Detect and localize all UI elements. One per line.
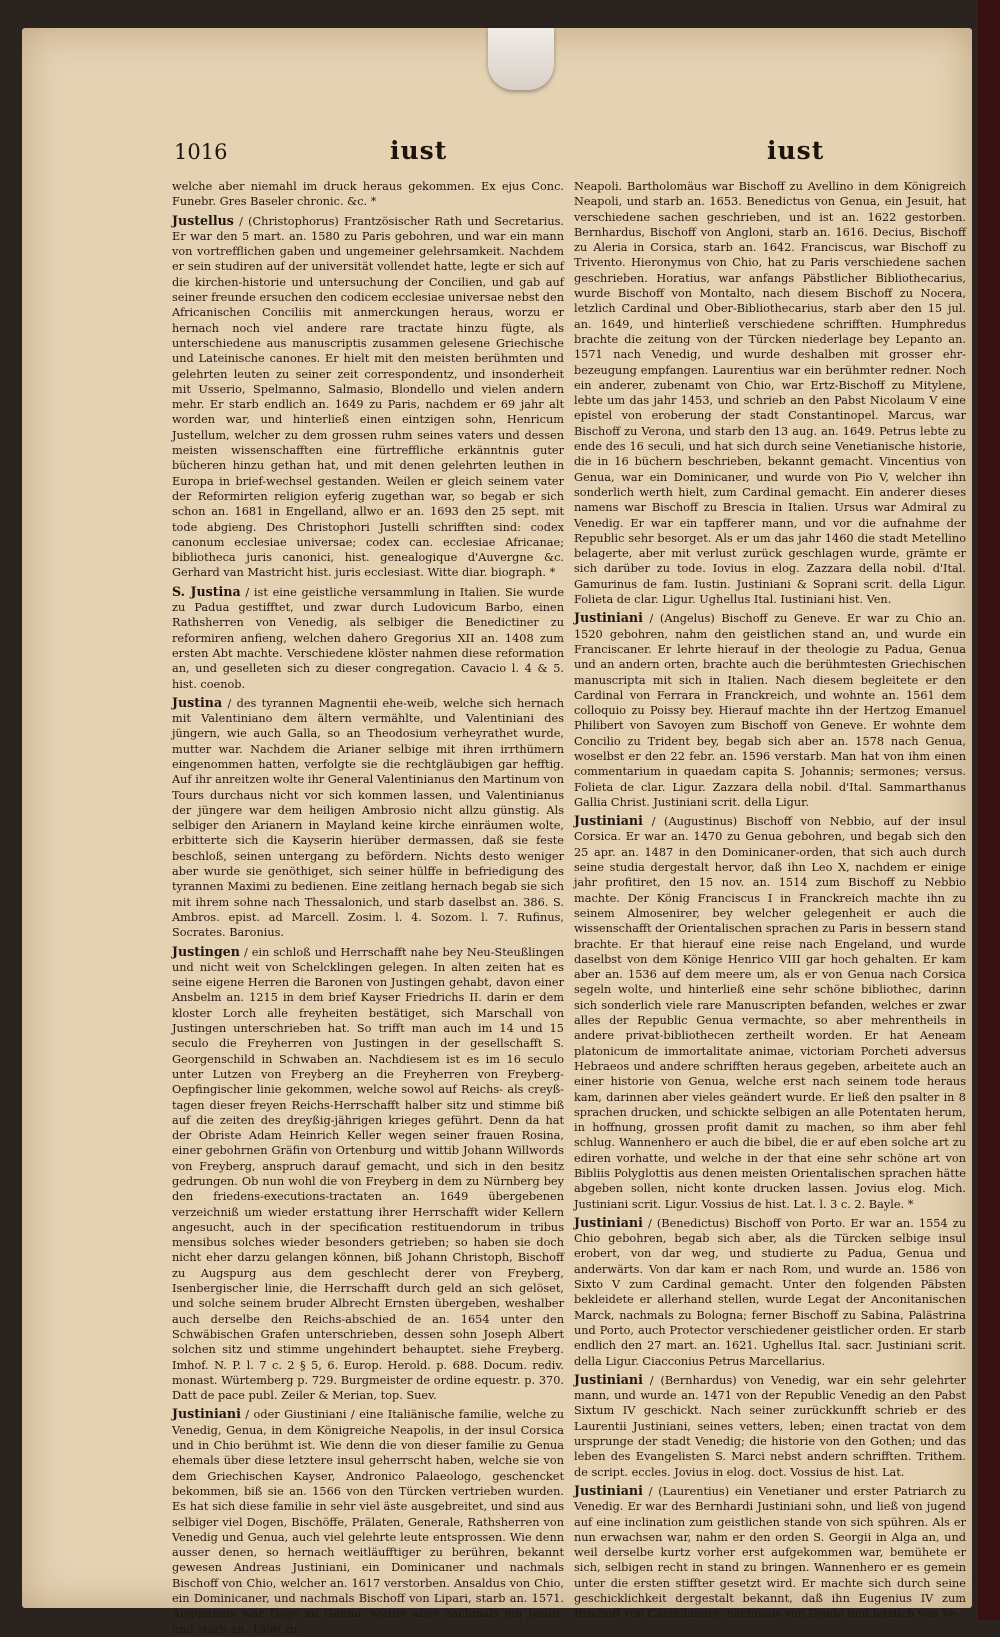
- page-header: [22, 136, 972, 180]
- entry-text: / (Laurentius) ein Venetianer und erster Patriarch zu Venedig. Er war des Bernhardi Justiniani sohn, und ließ von jugend auf eine inclination zum geistlichen stande von sich spühren. Als er nun erwachsen war, nahm er den orden S. Georgii in Alga an, und weil derselbe kurtz vorher erst aufgekommen war, bemühete er sich, selbigen recht in stand zu bringen. Wannenhero er es gemein unter die ersten stiffter gesetzt wird. Er machte sich durch seine geschicklichkeit dergestalt bekannt, daß ihn Eugenius IV zum Bischoff von Castellanete, nachmals von Grado und letzlich von Ve-: [574, 1484, 966, 1621]
- entry: [172, 213, 564, 581]
- entry-lemma: Justiniani: [574, 1214, 643, 1230]
- entry: [574, 1215, 966, 1369]
- entry-text: / (Angelus) Bischoff zu Geneve. Er war zu Chio an. 1520 gebohren, nahm den geistlichen stand an, und wurde ein Franciscaner. Er lehrte hierauf in der theologie zu Padua, Genua und an andern orten, brachte auch die berühmtesten Griechischen manuscripta mit sich in Italien. Nach diesem begleitete er den Cardinal von Ferrara in Franckreich, und wohnte an. 1561 dem colloquio zu Poissy bey. Hierauf machte ihn der Hertzog Emanuel Philibert von Savoyen zum Bischoff von Geneve. Er wohnte dem Concilio zu Trident bey, begab sich aber an. 1578 nach Genua, woselbst er den 22 febr. an. 1596 verstarb. Man hat von ihm einen commentarium in quaedam capita S. Johannis; sermones; versus. Folieta de clar. Ligur. Zazzara della nobil. d'Ital. Sammarthanus Gallia Christ. Justiniani scrit. della Ligur.: [574, 612, 966, 809]
- entry-text: welche aber niemahl im druck heraus gekommen. Ex ejus Conc. Funebr. Gres Baseler chronic. &c. *: [172, 180, 564, 209]
- entry: [172, 695, 564, 941]
- entry-text: / oder Giustiniani / eine Italiänische familie, welche zu Venedig, Genua, in dem Königreiche Neapolis, in der insul Corsica und in Chio berühmt ist. Wie denn die von dieser familie zu Genua ehemals über diese letztere insul geherrscht haben, welche sie von dem Griechischen Kayser, Andronico Palaeologo, geschencket bekommen, biß sie an. 1566 von den Türcken vertrieben wurden. Es hat sich diese familie in sehr viel äste ausgebreitet, und sind aus selbiger viel Dogen, Bischöffe, Prälaten, Generale, Rathsherren von Venedig und Genua, auch viel gelehrte leute entsprossen. Wie denn ausser denen, so hernach weitläufftiger zu berühren, bekannt gewesen Andreas Justiniani, ein Dominicaner und nachmals Bischoff von Chio, welcher an. 1617 verstorben. Ansaldus von Chio, ein Dominicaner, und nachmals Bischoff von Lipari, starb an. 1571. Augustinus war Doge zu Genua, wurde aber nachmals ein Jesuit, und starb an. 1590 zu: [172, 1408, 564, 1636]
- entry-text: / des tyrannen Magnentii ehe-weib, welche sich hernach mit Valentiniano dem ältern vermählte, und Valentiniani des jüngern, wie auch Galla, so an Theodosium verheyrathet wurde, mutter war. Nachdem die Arianer selbige mit ihren irrthümern eingenommen hatten, verfolgte sie die rechtgläubigen gar hefftig. Auf ihr anreitzen wolte ihr General Valentinianus den Martinum von Tours durchaus nicht vor sich kommen lassen, und Valentinianus der jüngere war dem heiligen Ambrosio nicht allzu günstig. Als selbiger den Arianern in Mayland keine kirche einräumen wolte, erbitterte sich die Kayserin hierüber dermassen, daß sie feste beschloß, seinen untergang zu befördern. Nichts desto weniger aber wurde sie genöthiget, sich seiner hülffe in befriedigung des tyrannen Maximi zu bedienen. Eine zeitlang hernach begab sie sich mit ihrem sohne nach Thessalonich, und starb daselbst an. 386. S. Ambros. epist. ad Marcell. Zosim. l. 4. Sozom. l. 7. Rufinus, Socrates. Baronius.: [172, 696, 564, 940]
- entry-lemma: S. Justina: [172, 583, 241, 599]
- entry-lemma: Justiniani: [574, 813, 643, 829]
- entry: [172, 178, 564, 210]
- entry-lemma: Justiniani: [172, 1406, 241, 1422]
- entry-lemma: Justingen: [172, 943, 240, 959]
- entry-lemma: Justiniani: [574, 1371, 643, 1387]
- left-column: [172, 178, 565, 1636]
- entry: [172, 584, 564, 692]
- entry-text: / (Benedictus) Bischoff von Porto. Er war an. 1554 zu Chio gebohren, begab sich aber, als die Türcken selbige insul erobert, von dar weg, und studierte zu Padua, Genua und anderwärts. Von dar kam er nach Rom, und wurde an. 1586 von Sixto V zum Cardinal gemacht. Unter den folgenden Päbsten bekleidete er allerhand stellen, wurde Legat der Anconitanischen Marck, nachmals zu Bologna; ferner Bischoff zu Sabina, Palästrina und Porto, auch Protector verschiedener geistlicher orden. Er starb endlich den 27 mart. an. 1621. Ughellus Ital. sacr. Justiniani scrit. della Ligur. Ciacconius Petrus Marcellarius.: [574, 1216, 966, 1368]
- entry-text: / ist eine geistliche versammlung in Italien. Sie wurde zu Padua gestifftet, und zwar durch Ludovicum Barbo, einen Rathsherren von Venedig, als selbiger die Benedictiner zu reformiren anfieng, welchen dahero Gregorius XII an. 1408 zum ersten Abt machte. Verschiedene klöster nahmen diese reformation an, und geselleten sich zu dieser congregation. Cavacio l. 4 & 5. hist. coenob.: [172, 585, 565, 691]
- entry: [574, 610, 966, 810]
- page-number: 1016: [174, 140, 228, 164]
- entry-lemma: Justiniani: [574, 610, 643, 626]
- entry-lemma: Justiniani: [574, 1482, 643, 1498]
- entry-lemma: Justina: [172, 694, 223, 710]
- entry: [172, 1406, 564, 1636]
- right-column: [574, 178, 966, 1621]
- entry-text: Neapoli. Bartholomäus war Bischoff zu Avellino in dem Königreich Neapoli, und starb an. 1653. Benedictus von Genua, ein Jesuit, hat verschiedene sachen geschrieben, und ist an. 1622 gestorben. Bernhardus, Bischoff von Angloni, starb an. 1616. Decius, Bischoff zu Aleria in Corsica, starb an. 1642. Franciscus, war Bischoff zu Trivento. Hieronymus von Chio, hat zu Paris verschiedene sachen geschrieben. Horatius, war anfangs Päbstlicher Bibliothecarius, wurde Bischoff von Montalto, nach diesem Bischoff zu Nocera, letzlich Cardinal und Ober-Bibliothecarius, starb aber den 15 jul. an. 1649, und hinterließ verschiedene schrifften. Humphredus brachte die zeitung von der Türcken niederlage bey Lepanto an. 1571 nach Venedig, und wurde deshalben mit grosser ehr-bezeugung empfangen. Laurentius war ein berühmter redner. Noch ein anderer, zubenamt von Chio, war Ertz-Bischoff zu Mitylene, lebte um das jahr 1453, und schrieb an den Pabst Nicolaum V eine epistel von eroberung der stadt Constantinopel. Marcus, war Bischoff zu Verona, und starb den 13 aug. an. 1649. Petrus lebte zu ende des 16 seculi, und hat sich durch seine Venetianische historie, die in 16 büchern beschrieben, bekannt gemacht. Vincentius von Genua, war ein Dominicaner, und wurde von Pio V, welcher ihn sonderlich werth hielt, zum Cardinal gemacht. Ein anderer dieses namens war Bischoff zu Brescia in Italien. Ursus war Admiral zu Venedig. Er war ein tapfferer mann, und vor die aufnahme der Republic sehr besorget. Als er um das jahr 1460 die stadt Metellino belagerte, aber mit verlust zurück geschlagen wurde, grämte er sich darüber zu tode. Iovius in elog. Zazzara della nobil. d'Ital. Gamurinus de fam. Iustin. Justiniani & Soprani scrit. della Ligur. Folieta de clar. Ligur. Ughellus Ital. Iustiniani hist. Ven.: [574, 180, 966, 607]
- entry: [574, 178, 966, 607]
- entry-text: / (Augustinus) Bischoff von Nebbio, auf der insul Corsica. Er war an. 1470 zu Genua gebohren, und begab sich den 25 apr. an. 1487 in den Dominicaner-orden, that sich auch durch seine studia dergestalt hervor, daß ihn Leo X, nachdem er einige jahr profitiret, den 15 nov. an. 1514 zum Bischoff zu Nebbio machte. Der König Franciscus I in Franckreich machte ihn zu seinem Almosenirer, bey welcher gelegenheit er auch die wissenschafft der Orientalischen sprachen zu Paris in bessern stand brachte. Er that hierauf eine reise nach Engeland, und wurde daselbst von dem Könige Henrico VIII gar hoch gehalten. Er kam aber an. 1536 auf dem meere um, als er von Genua nach Corsica segeln wolte, und hinterließ eine sehr schöne bibliothec, darinn sich sonderlich viele rare Manuscripten befanden, welches er zwar alles der Republic Genua vermachte, so aber mehrentheils in andere privat-bibliothecen zertheilt worden. Er hat Aeneam platonicum de immortalitate animae, victoriam Porcheti adversus Hebraeos und andere schrifften heraus gegeben, arbeitete auch an einer historie von Genua, welche erst nach seinem tode heraus kam, darinnen aber vieles geändert wurde. Er ließ den psalter in 8 sprachen drucken, und schickte selbigen an alle Potentaten herum, in hoffnung, grossen profit damit zu machen, so ihm aber fehl schlug. Wannenhero er auch die bibel, die er auf eben solche art zu ediren vorhatte, und welche in der that eine sehr schöne art von Bibliis Polyglottis aus denen meisten Orientalischen sprachen hätte abgeben sollen, nicht konte drucken lassen. Jovius elog. Mich. Justiniani scrit. Ligur. Vossius de hist. Lat. l. 3 c. 2. Bayle. *: [574, 815, 966, 1211]
- entry: [574, 1372, 966, 1480]
- entry-text: / ein schloß und Herrschafft nahe bey Neu-Steußlingen und nicht weit von Schelcklingen gelegen. In alten zeiten hat es seine eigene Herren die Baronen von Justingen gehabt, davon einer Ansbelm an. 1215 in dem brief Kayser Friedrichs II. darin er dem kloster Lorch alle freyheiten bestätiget, sich Marschall von Justingen unterschrieben hat. So trifft man auch im 14 und 15 seculo die Freyherren von Justingen in der gesellschafft S. Georgenschild in Schwaben an. Nachdiesem ist es im 16 seculo unter Lutzen von Freyberg an die Freyherren von Freyberg-Oepfingischer linie gekommen, welche sowol auf Reichs- als creyß-tagen dieser freyen Reichs-Herrschafft halber sitz und stimme biß auf die zeiten des dreyßig-jährigen krieges geführt. Denn da hat der Obriste Adam Heinrich Keller wegen seiner frauen Rosina, einer gebohrnen Gräfin von Ortenburg und wittib Johann Willwords von Freyberg, anspruch darauf gemacht, und sich in den besitz gedrungen. Ob nun wohl die von Freyberg in dem zu Nürnberg bey den friedens-executions-tractaten an. 1649 übergebenen verzeichniß um wieder erstattung ihrer Herrschafft wider Kellern angesucht, auch in der specification restituendorum in tribus mensibus solches wieder besonders getrieben; so haben sie doch nicht eher darzu gelangen können, biß Johann Christoph, Bischoff zu Augspurg aus dem geschlecht derer von Freyberg, Isenbergischer linie, die Herrschafft durch geld an sich gelöset, und solche seinem bruder Albrecht Ernsten übergeben, weshalber auch derselbe den Reichs-abschied de an. 1654 unter den Schwäbischen Grafen unterschrieben, dessen sohn Joseph Albert solchen sitz und stimme ungehindert behauptet. siehe Freyberg. Imhof. N. P. l. 7 c. 2 § 5, 6. Europ. Herold. p. 688. Docum. rediv. monast. Würtemberg p. 729. Burgmeister de ordine equestr. p. 370. Datt de pace publ. Zeiler & Merian, top. Suev.: [172, 945, 564, 1403]
- entry: [574, 1483, 966, 1622]
- entry: [172, 944, 564, 1404]
- entry-text: / (Bernhardus) von Venedig, war ein sehr gelehrter mann, und wurde an. 1471 von der Republic Venedig an den Pabst Sixtum IV geschickt. Nach seiner zurückkunfft schrieb er des Laurentii Justiniani, seines vetters, leben; einen tractat von dem ursprunge der stadt Venedig; die historie von den Gothen; und das leben des Evangelisten S. Marci nebst andern schrifften. Trithem. de script. eccles. Jovius in elog. doct. Vossius de hist. Lat.: [574, 1373, 966, 1479]
- running-head-left: iust: [390, 136, 448, 165]
- running-head-right: iust: [767, 136, 825, 165]
- book-binding: [978, 0, 1000, 1620]
- entry: [574, 813, 966, 1212]
- page-clip: [488, 28, 554, 90]
- book-page: [22, 28, 972, 1636]
- entry-lemma: Justellus: [172, 212, 234, 228]
- entry-text: / (Christophorus) Frantzösischer Rath und Secretarius. Er war den 5 mart. an. 1580 zu Paris gebohren, und war ein mann von vortrefflichen gaben und ungemeiner gelehrsamkeit. Nachdem er sein studiren auf der universität vollendet hatte, legte er sich auf die kirchen-historie und untersuchung der Concilien, und gab auf seiner freunde ersuchen den codicem ecclesiae universae nebst den Africanischen Conciliis mit anmerckungen heraus, worzu er hernach noch viel andere rare tractate hinzu fügte, als unterschiedene aus manuscriptis zusammen gelesene Griechische und Lateinische canones. Er hielt mit den meisten berühmten und gelehrten leuten zu seiner zeit correspondentz, und insonderheit mit Usserio, Spelmanno, Salmasio, Blondello und vielen andern mehr. Er starb endlich an. 1649 zu Paris, nachdem er 69 jahr alt worden war, und hinterließ einen eintzigen sohn, Henricum Justellum, welcher zu dem grossen ruhm seines vaters und dessen meisten wissenschafften eine fürtreffliche erkänntnis guter bücheren hinzu gethan hat, und mit denen gelehrten leuthen in Europa in brief-wechsel gestanden. Weilen er gleich seinem vater der Reformirten religion eyferig zugethan war, so begab er sich schon an. 1681 in Engelland, allwo er an. 1693 den 25 sept. mit tode abgieng. Des Christophori Justelli schrifften sind: codex canonum ecclesiae universae; codex can. ecclesiae Africanae; bibliotheca juris canonici, hist. genealogique d'Auvergne &c. Gerhard van Mastricht hist. juris ecclesiast. Witte diar. biograph. *: [172, 214, 564, 580]
